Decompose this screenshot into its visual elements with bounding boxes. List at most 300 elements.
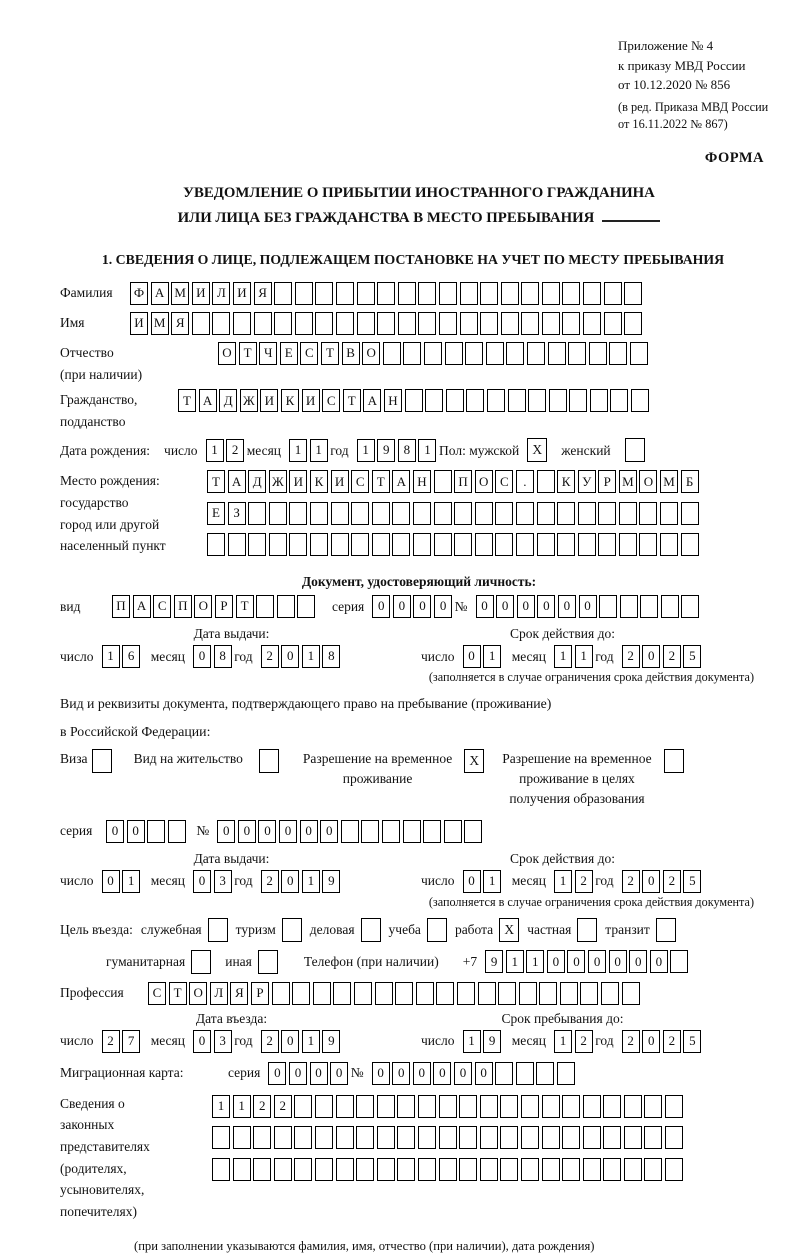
char-cell[interactable]: П [174,595,192,618]
char-cell[interactable]: О [475,470,493,493]
char-cell[interactable]: И [130,312,148,335]
char-cell[interactable]: 0 [268,1062,286,1085]
char-cell[interactable] [521,1095,539,1118]
char-cell[interactable]: С [300,342,318,365]
char-cell[interactable] [439,282,457,305]
char-cell[interactable] [356,1095,374,1118]
char-cell[interactable]: 0 [517,595,535,618]
char-cell[interactable] [495,533,513,556]
char-cell[interactable]: 1 [575,645,593,668]
char-cell[interactable]: 0 [650,950,668,973]
char-cell[interactable]: 0 [217,820,235,843]
char-cell[interactable] [542,1095,560,1118]
char-cell[interactable] [475,502,493,525]
char-cell[interactable] [665,1126,683,1149]
char-cell[interactable] [583,1126,601,1149]
char-cell[interactable] [644,1158,662,1181]
char-cell[interactable]: 0 [193,1030,211,1053]
char-cell[interactable] [454,502,472,525]
char-cell[interactable]: Ж [240,389,258,412]
char-cell[interactable] [548,342,566,365]
char-cell[interactable] [356,1126,374,1149]
char-cell[interactable]: 1 [526,950,544,973]
char-cell[interactable] [486,342,504,365]
char-cell[interactable] [460,312,478,335]
char-cell[interactable] [403,820,421,843]
char-cell[interactable]: 2 [261,870,279,893]
char-cell[interactable] [459,1095,477,1118]
official-checkbox[interactable] [208,918,228,942]
char-cell[interactable] [207,533,225,556]
char-cell[interactable]: И [289,470,307,493]
char-cell[interactable]: И [192,282,210,305]
char-cell[interactable]: 9 [322,870,340,893]
char-cell[interactable]: . [516,470,534,493]
char-cell[interactable] [480,282,498,305]
char-cell[interactable]: А [133,595,151,618]
char-cell[interactable] [382,820,400,843]
char-cell[interactable] [274,282,292,305]
char-cell[interactable]: Ж [269,470,287,493]
char-cell[interactable]: 0 [279,820,297,843]
char-cell[interactable] [620,595,638,618]
char-cell[interactable]: 0 [579,595,597,618]
char-cell[interactable] [315,1095,333,1118]
char-cell[interactable]: 0 [537,595,555,618]
char-cell[interactable]: 3 [214,1030,232,1053]
char-cell[interactable] [464,820,482,843]
char-cell[interactable] [336,282,354,305]
char-cell[interactable]: С [322,389,340,412]
char-cell[interactable] [418,1095,436,1118]
char-cell[interactable]: 1 [554,1030,572,1053]
char-cell[interactable] [439,1126,457,1149]
work-checkbox[interactable]: X [499,918,519,942]
char-cell[interactable] [624,312,642,335]
char-cell[interactable]: 1 [233,1095,251,1118]
char-cell[interactable] [416,982,434,1005]
char-cell[interactable] [277,595,295,618]
char-cell[interactable]: 0 [433,1062,451,1085]
char-cell[interactable]: 0 [127,820,145,843]
char-cell[interactable] [398,282,416,305]
char-cell[interactable]: Д [219,389,237,412]
char-cell[interactable] [681,502,699,525]
char-cell[interactable]: Р [251,982,269,1005]
tourism-checkbox[interactable] [282,918,302,942]
char-cell[interactable]: 1 [302,870,320,893]
char-cell[interactable] [604,282,622,305]
char-cell[interactable]: 2 [261,645,279,668]
char-cell[interactable] [665,1158,683,1181]
char-cell[interactable]: 2 [575,1030,593,1053]
char-cell[interactable] [660,533,678,556]
char-cell[interactable] [377,282,395,305]
char-cell[interactable]: С [148,982,166,1005]
char-cell[interactable] [269,533,287,556]
char-cell[interactable]: 0 [475,1062,493,1085]
char-cell[interactable] [405,389,423,412]
char-cell[interactable]: 0 [496,595,514,618]
humanitarian-checkbox[interactable] [191,950,211,974]
char-cell[interactable] [500,1158,518,1181]
char-cell[interactable]: И [302,389,320,412]
char-cell[interactable] [395,982,413,1005]
char-cell[interactable]: 0 [413,595,431,618]
char-cell[interactable] [446,389,464,412]
char-cell[interactable] [457,982,475,1005]
char-cell[interactable] [500,1126,518,1149]
char-cell[interactable] [459,1158,477,1181]
char-cell[interactable]: 0 [642,645,660,668]
char-cell[interactable]: 0 [193,870,211,893]
char-cell[interactable] [336,1126,354,1149]
char-cell[interactable] [354,982,372,1005]
char-cell[interactable] [253,1158,271,1181]
char-cell[interactable] [315,312,333,335]
char-cell[interactable]: К [281,389,299,412]
char-cell[interactable] [361,820,379,843]
char-cell[interactable]: 1 [310,439,328,462]
char-cell[interactable]: 1 [102,645,120,668]
char-cell[interactable]: 0 [476,595,494,618]
char-cell[interactable] [315,282,333,305]
char-cell[interactable] [434,533,452,556]
char-cell[interactable] [542,1158,560,1181]
char-cell[interactable] [508,389,526,412]
char-cell[interactable]: 2 [226,439,244,462]
visa-checkbox[interactable] [92,749,112,773]
char-cell[interactable]: А [392,470,410,493]
char-cell[interactable] [274,1126,292,1149]
char-cell[interactable]: К [557,470,575,493]
char-cell[interactable] [603,1095,621,1118]
char-cell[interactable] [445,342,463,365]
char-cell[interactable] [603,1126,621,1149]
char-cell[interactable]: 0 [106,820,124,843]
char-cell[interactable] [681,533,699,556]
char-cell[interactable] [289,502,307,525]
char-cell[interactable]: Т [239,342,257,365]
char-cell[interactable] [639,533,657,556]
char-cell[interactable] [444,820,462,843]
char-cell[interactable]: 2 [663,870,681,893]
char-cell[interactable]: 0 [310,1062,328,1085]
char-cell[interactable] [274,312,292,335]
char-cell[interactable] [568,342,586,365]
char-cell[interactable] [624,282,642,305]
char-cell[interactable] [480,1095,498,1118]
char-cell[interactable] [357,312,375,335]
char-cell[interactable] [537,533,555,556]
char-cell[interactable] [521,282,539,305]
char-cell[interactable]: 5 [683,1030,701,1053]
char-cell[interactable]: А [228,470,246,493]
char-cell[interactable] [436,982,454,1005]
char-cell[interactable]: 2 [102,1030,120,1053]
char-cell[interactable]: 0 [434,595,452,618]
char-cell[interactable] [501,312,519,335]
char-cell[interactable]: 0 [547,950,565,973]
char-cell[interactable]: 1 [302,645,320,668]
char-cell[interactable] [624,1126,642,1149]
char-cell[interactable] [487,389,505,412]
char-cell[interactable]: 9 [377,439,395,462]
transit-checkbox[interactable] [656,918,676,942]
char-cell[interactable] [542,1126,560,1149]
char-cell[interactable] [439,1158,457,1181]
char-cell[interactable] [454,533,472,556]
char-cell[interactable] [423,820,441,843]
char-cell[interactable] [315,1158,333,1181]
char-cell[interactable]: 2 [663,645,681,668]
char-cell[interactable] [295,312,313,335]
char-cell[interactable] [289,533,307,556]
char-cell[interactable]: Ч [259,342,277,365]
char-cell[interactable] [392,502,410,525]
char-cell[interactable] [377,1158,395,1181]
char-cell[interactable]: 0 [567,950,585,973]
char-cell[interactable] [644,1095,662,1118]
char-cell[interactable]: 0 [372,595,390,618]
char-cell[interactable]: Д [248,470,266,493]
char-cell[interactable] [397,1095,415,1118]
char-cell[interactable]: 0 [642,870,660,893]
char-cell[interactable] [315,1126,333,1149]
char-cell[interactable]: 3 [214,870,232,893]
char-cell[interactable]: 5 [683,870,701,893]
char-cell[interactable]: Е [207,502,225,525]
char-cell[interactable]: 1 [357,439,375,462]
char-cell[interactable]: 0 [609,950,627,973]
char-cell[interactable]: У [578,470,596,493]
char-cell[interactable] [439,312,457,335]
char-cell[interactable] [375,982,393,1005]
char-cell[interactable]: 0 [289,1062,307,1085]
char-cell[interactable]: И [331,470,349,493]
char-cell[interactable]: К [310,470,328,493]
char-cell[interactable]: 2 [663,1030,681,1053]
char-cell[interactable]: П [112,595,130,618]
char-cell[interactable] [310,502,328,525]
char-cell[interactable] [521,1126,539,1149]
char-cell[interactable] [630,342,648,365]
char-cell[interactable] [501,282,519,305]
char-cell[interactable] [542,312,560,335]
char-cell[interactable] [392,533,410,556]
char-cell[interactable] [424,342,442,365]
char-cell[interactable] [248,533,266,556]
char-cell[interactable]: 2 [622,1030,640,1053]
char-cell[interactable] [460,282,478,305]
char-cell[interactable]: 8 [398,439,416,462]
char-cell[interactable]: Т [343,389,361,412]
char-cell[interactable]: 1 [483,870,501,893]
char-cell[interactable]: 1 [212,1095,230,1118]
char-cell[interactable] [557,502,575,525]
char-cell[interactable] [341,820,359,843]
char-cell[interactable] [622,982,640,1005]
char-cell[interactable] [670,950,688,973]
char-cell[interactable] [557,1062,575,1085]
char-cell[interactable] [253,1126,271,1149]
char-cell[interactable] [351,502,369,525]
char-cell[interactable]: Н [384,389,402,412]
char-cell[interactable]: В [342,342,360,365]
char-cell[interactable]: 0 [193,645,211,668]
char-cell[interactable]: 0 [102,870,120,893]
char-cell[interactable] [418,1126,436,1149]
char-cell[interactable]: 0 [238,820,256,843]
char-cell[interactable] [681,595,699,618]
char-cell[interactable]: 5 [683,645,701,668]
char-cell[interactable] [537,470,555,493]
private-checkbox[interactable] [577,918,597,942]
char-cell[interactable] [398,312,416,335]
char-cell[interactable] [377,312,395,335]
char-cell[interactable] [480,1158,498,1181]
char-cell[interactable] [233,312,251,335]
char-cell[interactable]: А [199,389,217,412]
char-cell[interactable] [557,533,575,556]
char-cell[interactable]: 0 [372,1062,390,1085]
char-cell[interactable]: 0 [393,595,411,618]
char-cell[interactable] [599,595,617,618]
char-cell[interactable]: Ф [130,282,148,305]
char-cell[interactable]: О [639,470,657,493]
char-cell[interactable] [434,470,452,493]
char-cell[interactable] [516,533,534,556]
char-cell[interactable] [495,502,513,525]
char-cell[interactable]: 0 [330,1062,348,1085]
char-cell[interactable]: 0 [558,595,576,618]
char-cell[interactable] [256,595,274,618]
char-cell[interactable] [356,1158,374,1181]
char-cell[interactable] [542,282,560,305]
char-cell[interactable] [310,533,328,556]
char-cell[interactable]: Т [207,470,225,493]
char-cell[interactable]: Н [413,470,431,493]
char-cell[interactable] [294,1158,312,1181]
char-cell[interactable] [560,982,578,1005]
char-cell[interactable]: 0 [300,820,318,843]
char-cell[interactable]: 9 [483,1030,501,1053]
char-cell[interactable] [233,1158,251,1181]
char-cell[interactable] [639,502,657,525]
char-cell[interactable] [228,533,246,556]
char-cell[interactable]: 0 [454,1062,472,1085]
char-cell[interactable] [480,1126,498,1149]
char-cell[interactable] [413,502,431,525]
char-cell[interactable] [372,502,390,525]
char-cell[interactable] [519,982,537,1005]
char-cell[interactable] [372,533,390,556]
char-cell[interactable]: 0 [588,950,606,973]
char-cell[interactable]: 0 [281,645,299,668]
char-cell[interactable] [537,502,555,525]
char-cell[interactable] [377,1095,395,1118]
char-cell[interactable] [336,1095,354,1118]
char-cell[interactable]: С [495,470,513,493]
char-cell[interactable] [640,595,658,618]
char-cell[interactable] [644,1126,662,1149]
char-cell[interactable] [333,982,351,1005]
char-cell[interactable]: Т [321,342,339,365]
char-cell[interactable] [478,982,496,1005]
edu-residence-checkbox[interactable] [664,749,684,773]
char-cell[interactable]: Л [212,282,230,305]
char-cell[interactable]: 1 [554,645,572,668]
char-cell[interactable]: 1 [463,1030,481,1053]
char-cell[interactable] [418,1158,436,1181]
char-cell[interactable] [506,342,524,365]
char-cell[interactable]: З [228,502,246,525]
char-cell[interactable]: 8 [322,645,340,668]
char-cell[interactable]: А [151,282,169,305]
char-cell[interactable] [495,1062,513,1085]
char-cell[interactable] [580,982,598,1005]
char-cell[interactable] [598,533,616,556]
char-cell[interactable]: М [660,470,678,493]
char-cell[interactable] [147,820,165,843]
char-cell[interactable]: Л [210,982,228,1005]
char-cell[interactable]: 0 [281,870,299,893]
char-cell[interactable] [583,1095,601,1118]
char-cell[interactable] [294,1095,312,1118]
char-cell[interactable]: 0 [463,645,481,668]
char-cell[interactable] [590,389,608,412]
char-cell[interactable] [272,982,290,1005]
char-cell[interactable] [516,1062,534,1085]
char-cell[interactable]: Т [236,595,254,618]
char-cell[interactable]: Я [254,282,272,305]
char-cell[interactable] [480,312,498,335]
char-cell[interactable] [233,1126,251,1149]
char-cell[interactable] [248,502,266,525]
char-cell[interactable]: И [233,282,251,305]
char-cell[interactable] [397,1126,415,1149]
char-cell[interactable]: М [151,312,169,335]
char-cell[interactable] [624,1095,642,1118]
char-cell[interactable] [418,312,436,335]
char-cell[interactable]: 0 [320,820,338,843]
char-cell[interactable] [539,982,557,1005]
char-cell[interactable] [521,312,539,335]
char-cell[interactable] [418,282,436,305]
char-cell[interactable] [562,1095,580,1118]
char-cell[interactable] [295,282,313,305]
char-cell[interactable] [434,502,452,525]
char-cell[interactable] [562,1158,580,1181]
char-cell[interactable]: С [153,595,171,618]
char-cell[interactable] [665,1095,683,1118]
char-cell[interactable]: А [363,389,381,412]
char-cell[interactable] [357,282,375,305]
char-cell[interactable] [292,982,310,1005]
char-cell[interactable] [269,502,287,525]
char-cell[interactable] [624,1158,642,1181]
char-cell[interactable]: Т [372,470,390,493]
char-cell[interactable] [192,312,210,335]
char-cell[interactable] [439,1095,457,1118]
char-cell[interactable]: 0 [258,820,276,843]
char-cell[interactable]: 1 [289,439,307,462]
char-cell[interactable]: 2 [575,870,593,893]
char-cell[interactable] [254,312,272,335]
char-cell[interactable] [294,1126,312,1149]
char-cell[interactable]: 0 [392,1062,410,1085]
char-cell[interactable] [397,1158,415,1181]
